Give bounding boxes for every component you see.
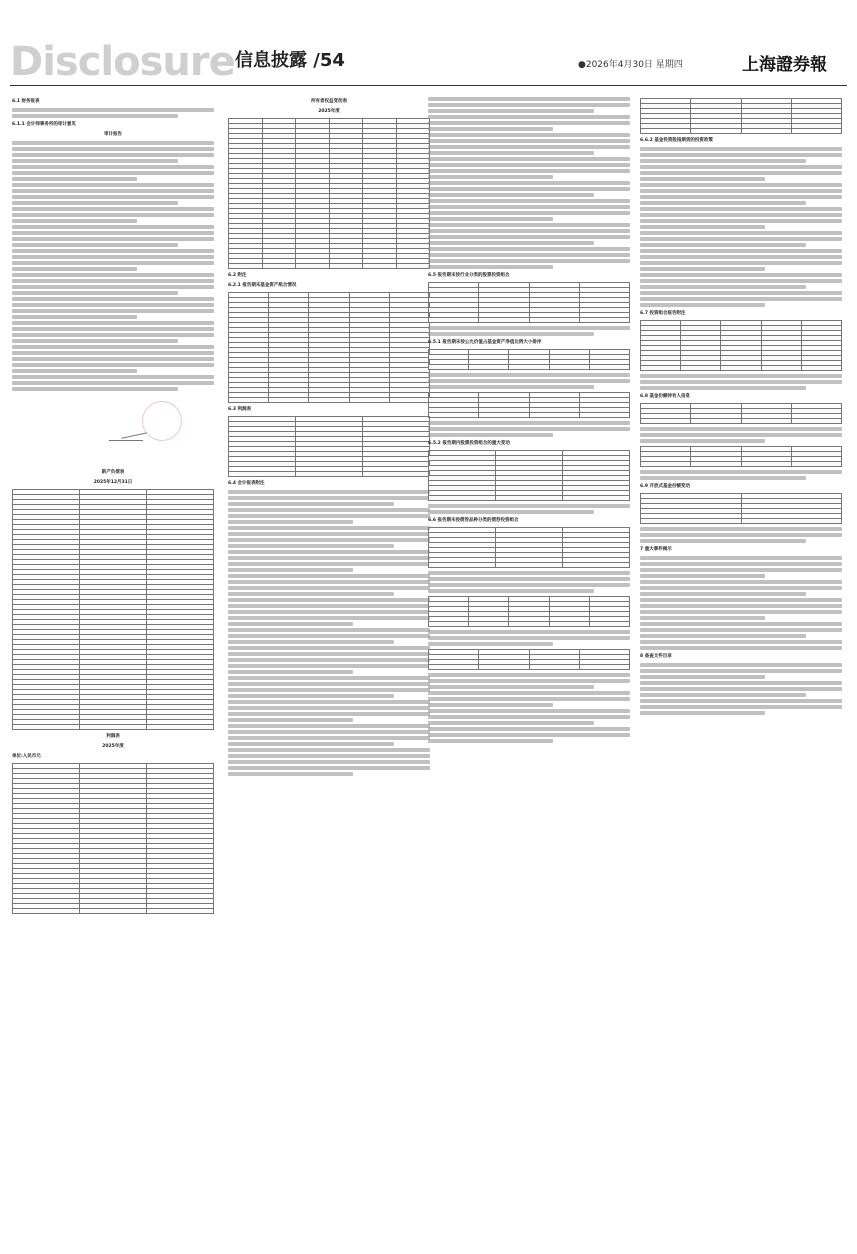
heading-income-year: 2025年度 <box>102 744 124 749</box>
text-line <box>228 760 430 764</box>
text-line <box>640 195 842 199</box>
text-line <box>12 369 137 373</box>
text-line <box>12 333 214 337</box>
text-line <box>640 374 842 378</box>
text-line <box>640 261 842 265</box>
text-line <box>228 568 353 572</box>
text-line <box>428 145 630 149</box>
text-line <box>228 766 430 770</box>
text-line <box>228 592 394 596</box>
text-line <box>12 297 214 301</box>
text-line <box>12 237 214 241</box>
heading-portfolio-notes: 6.7 投资组合报告附注 <box>640 311 686 316</box>
heading-futures-policy: 6.6.2 基金投资股指期货的投资政策 <box>640 138 713 143</box>
heading-equity-year: 2025年度 <box>318 109 340 114</box>
text-line <box>12 189 214 193</box>
section-title: 信息披露 /54 <box>235 50 345 71</box>
heading-income-statement: 利润表 <box>106 734 120 739</box>
text-line <box>640 201 806 205</box>
text-line <box>640 470 842 474</box>
text-line <box>12 291 178 295</box>
heading-share-changes: 6.9 开放式基金份额变动 <box>640 484 691 489</box>
text-line <box>428 235 630 239</box>
text-line <box>12 351 214 355</box>
text-line <box>640 568 842 572</box>
text-line <box>228 634 430 638</box>
text-line <box>640 249 842 253</box>
text-line <box>428 421 630 425</box>
text-line <box>640 705 842 709</box>
text-line <box>228 574 430 578</box>
text-line <box>228 580 430 584</box>
text-line <box>428 504 630 508</box>
text-line <box>640 586 842 590</box>
text-line <box>12 249 214 253</box>
text-line <box>640 231 842 235</box>
text-line <box>428 589 594 593</box>
text-line <box>640 243 806 247</box>
text-line <box>640 159 806 163</box>
income-table <box>228 416 430 477</box>
heading-portfolio-changes: 6.5.2 报告期内股票投资组合的重大变动 <box>428 441 510 446</box>
text-line <box>428 326 630 330</box>
text-line <box>12 153 214 157</box>
text-line <box>228 658 430 662</box>
text-line <box>228 670 353 674</box>
text-line <box>428 157 630 161</box>
holder-detail-table <box>640 446 842 467</box>
text-line <box>12 345 214 349</box>
text-line <box>640 279 842 283</box>
text-line <box>12 147 214 151</box>
column-4 <box>640 95 842 1245</box>
text-line <box>12 261 214 265</box>
text-line <box>228 706 430 710</box>
text-line <box>228 604 430 608</box>
text-line <box>12 255 214 259</box>
heading-notes: 6.2 附注 <box>228 273 247 278</box>
text-line <box>428 181 630 185</box>
text-line <box>640 297 842 301</box>
text-line <box>12 165 214 169</box>
text-line <box>428 379 630 383</box>
text-line <box>228 712 430 716</box>
text-line <box>12 183 214 187</box>
text-line <box>12 225 214 229</box>
text-line <box>12 141 214 145</box>
company-seal <box>142 401 182 441</box>
text-line <box>12 213 214 217</box>
text-line <box>428 571 630 575</box>
heading-industry-allocation: 6.5 报告期末按行业分类的股票投资组合 <box>428 273 510 278</box>
text-line <box>640 556 842 560</box>
text-line <box>228 628 430 632</box>
text-line <box>428 679 630 683</box>
text-line <box>428 433 553 437</box>
text-line <box>228 688 430 692</box>
text-line <box>640 681 842 685</box>
text-line <box>428 577 630 581</box>
text-line <box>12 381 214 385</box>
text-line <box>640 165 842 169</box>
text-line <box>640 267 765 271</box>
text-line <box>640 640 842 644</box>
text-line <box>640 604 842 608</box>
text-line <box>428 697 630 701</box>
text-line <box>12 363 214 367</box>
text-line <box>12 303 214 307</box>
text-line <box>640 699 842 703</box>
text-line <box>428 247 630 251</box>
text-line <box>228 550 430 554</box>
text-line <box>228 520 353 524</box>
text-line <box>12 327 214 331</box>
share-changes-table <box>640 493 842 524</box>
text-line <box>428 121 630 125</box>
text-line <box>640 255 842 259</box>
text-line <box>228 586 430 590</box>
text-line <box>640 533 842 537</box>
heading-asset-allocation: 6.2.1 报告期末基金资产组合情况 <box>228 283 297 288</box>
text-line <box>428 685 594 689</box>
text-line <box>428 733 630 737</box>
text-line <box>228 556 430 560</box>
industry-allocation-table <box>428 282 630 323</box>
text-line <box>428 115 630 119</box>
text-line <box>12 357 214 361</box>
text-line <box>640 439 765 443</box>
text-line <box>640 675 765 679</box>
text-line <box>228 730 430 734</box>
text-line <box>12 159 178 163</box>
text-line <box>428 642 553 646</box>
text-line <box>12 177 137 181</box>
text-line <box>640 646 842 650</box>
text-line <box>428 385 594 389</box>
text-line <box>640 539 806 543</box>
text-line <box>640 237 842 241</box>
equity-changes-table <box>228 118 430 269</box>
text-line <box>640 153 842 157</box>
text-line <box>428 187 630 191</box>
top-holdings-table <box>428 349 630 370</box>
text-line <box>640 427 842 431</box>
text-line <box>428 259 630 263</box>
text-line <box>228 742 394 746</box>
text-line <box>640 183 842 187</box>
issue-date: ●2026年4月30日 星期四 <box>578 60 683 70</box>
signature-block <box>12 395 214 465</box>
text-line <box>428 583 630 587</box>
text-line <box>228 754 430 758</box>
text-line <box>12 315 137 319</box>
heading-major-events: 7 重大事件揭示 <box>640 547 672 552</box>
text-line <box>228 514 430 518</box>
text-line <box>428 427 630 431</box>
column-2 <box>228 95 430 1245</box>
heading-audit-opinion: 6.1.1 会计师事务所的审计意见 <box>12 122 76 127</box>
text-line <box>228 724 430 728</box>
text-line <box>228 700 430 704</box>
text-line <box>640 610 842 614</box>
heading-equity-changes: 所有者权益变动表 <box>311 99 347 104</box>
bond-allocation-table <box>428 527 630 568</box>
portfolio-notes-table <box>640 320 842 371</box>
text-line <box>428 151 594 155</box>
heading-reference-docs: 8 备查文件目录 <box>640 654 672 659</box>
text-line <box>228 694 394 698</box>
text-line <box>228 610 430 614</box>
text-line <box>12 114 178 118</box>
text-line <box>228 544 394 548</box>
text-line <box>228 508 430 512</box>
heading-top-holdings: 6.5.1 报告期末按公允价值占基金资产净值比例大小排序 <box>428 340 542 345</box>
page-header <box>0 0 857 92</box>
text-line <box>640 669 842 673</box>
text-line <box>228 532 430 536</box>
heading-bond-allocation: 6.6 报告期末按债券品种分类的债券投资组合 <box>428 518 519 523</box>
text-line <box>640 687 842 691</box>
text-line <box>640 433 842 437</box>
text-line <box>640 527 842 531</box>
holder-info-table <box>640 403 842 424</box>
text-line <box>12 273 214 277</box>
text-line <box>228 682 430 686</box>
bond-detail-table <box>428 596 630 627</box>
text-line <box>12 231 214 235</box>
text-line <box>640 622 842 626</box>
text-line <box>428 127 553 131</box>
text-line <box>640 219 842 223</box>
column-3 <box>428 95 630 1245</box>
text-line <box>428 265 553 269</box>
text-line <box>428 217 553 221</box>
text-line <box>640 273 842 277</box>
text-line <box>428 175 553 179</box>
heading-income: 6.3 利润表 <box>228 407 252 412</box>
text-line <box>640 147 842 151</box>
text-line <box>228 646 430 650</box>
text-line <box>228 598 430 602</box>
text-line <box>640 634 806 638</box>
heading-holder-info: 6.8 基金份额持有人信息 <box>640 394 691 399</box>
text-line <box>428 703 553 707</box>
text-line <box>228 562 430 566</box>
text-line <box>228 772 353 776</box>
text-line <box>640 189 842 193</box>
text-line <box>12 171 214 175</box>
text-line <box>640 476 806 480</box>
text-line <box>640 616 765 620</box>
text-line <box>428 97 630 101</box>
text-line <box>640 592 806 596</box>
text-line <box>12 321 214 325</box>
text-line <box>428 332 594 336</box>
text-line <box>428 510 594 514</box>
income-statement-table <box>12 763 214 914</box>
text-line <box>428 133 630 137</box>
text-line <box>428 211 630 215</box>
text-line <box>640 693 806 697</box>
text-line <box>12 201 178 205</box>
portfolio-changes-table <box>428 450 630 501</box>
text-line <box>428 109 594 113</box>
text-line <box>428 721 594 725</box>
newspaper-logo: 上海證券報 <box>742 55 827 75</box>
text-line <box>428 636 630 640</box>
text-line <box>640 574 765 578</box>
text-line <box>12 285 214 289</box>
heading-balance-date: 2025年12月31日 <box>93 480 133 485</box>
text-line <box>428 163 630 167</box>
text-line <box>428 630 630 634</box>
text-line <box>640 711 765 715</box>
text-line <box>428 715 630 719</box>
text-line <box>640 598 842 602</box>
text-line <box>428 205 630 209</box>
text-line <box>12 108 214 112</box>
text-line <box>640 562 842 566</box>
heading-report-notes: 6.4 会计报表附注 <box>228 481 265 486</box>
text-line <box>12 207 214 211</box>
text-line <box>12 267 137 271</box>
text-line <box>12 309 214 313</box>
text-line <box>228 496 430 500</box>
text-line <box>228 538 430 542</box>
text-line <box>228 526 430 530</box>
text-line <box>640 386 806 390</box>
balance-sheet-table <box>12 489 214 730</box>
text-line <box>640 171 842 175</box>
text-line <box>428 199 630 203</box>
text-line <box>428 739 553 743</box>
text-line <box>428 103 630 107</box>
text-line <box>428 241 594 245</box>
text-line <box>228 664 430 668</box>
text-line <box>428 727 630 731</box>
text-line <box>228 748 430 752</box>
text-line <box>12 195 214 199</box>
text-line <box>228 616 430 620</box>
text-line <box>228 502 394 506</box>
column-1 <box>12 95 214 1245</box>
text-line <box>228 490 430 494</box>
text-line <box>428 193 594 197</box>
disclosure-banner: Disclosure <box>10 39 235 85</box>
text-line <box>640 628 842 632</box>
text-line <box>228 640 394 644</box>
text-line <box>640 285 806 289</box>
futures-table <box>640 98 842 134</box>
heading-unit: 单位:人民币元 <box>12 754 41 759</box>
text-line <box>228 718 353 722</box>
text-line <box>228 652 430 656</box>
heading-financial-statements: 6.1 财务报表 <box>12 99 40 104</box>
header-divider <box>10 85 847 86</box>
holdings-detail-table <box>428 392 630 418</box>
text-line <box>640 580 842 584</box>
text-line <box>428 139 630 143</box>
text-line <box>428 253 630 257</box>
text-line <box>428 709 630 713</box>
text-line <box>640 213 842 217</box>
text-line <box>428 169 630 173</box>
derivatives-table <box>428 649 630 670</box>
text-line <box>12 339 178 343</box>
text-line <box>12 387 178 391</box>
text-line <box>428 229 630 233</box>
text-line <box>640 225 765 229</box>
text-line <box>640 207 842 211</box>
text-line <box>12 243 178 247</box>
text-line <box>640 291 842 295</box>
text-line <box>428 691 630 695</box>
text-line <box>228 676 430 680</box>
text-line <box>640 177 765 181</box>
asset-allocation-table <box>228 292 430 403</box>
heading-audit-report: 审计报告 <box>104 132 122 137</box>
text-line <box>640 303 765 307</box>
text-line <box>428 373 630 377</box>
text-line <box>228 736 430 740</box>
heading-balance-sheet: 新产负债表 <box>101 470 125 475</box>
text-line <box>428 673 630 677</box>
text-line <box>12 279 214 283</box>
text-line <box>640 663 842 667</box>
text-line <box>640 380 842 384</box>
text-line <box>228 622 353 626</box>
text-line <box>428 223 630 227</box>
text-line <box>12 219 137 223</box>
text-line <box>12 375 214 379</box>
